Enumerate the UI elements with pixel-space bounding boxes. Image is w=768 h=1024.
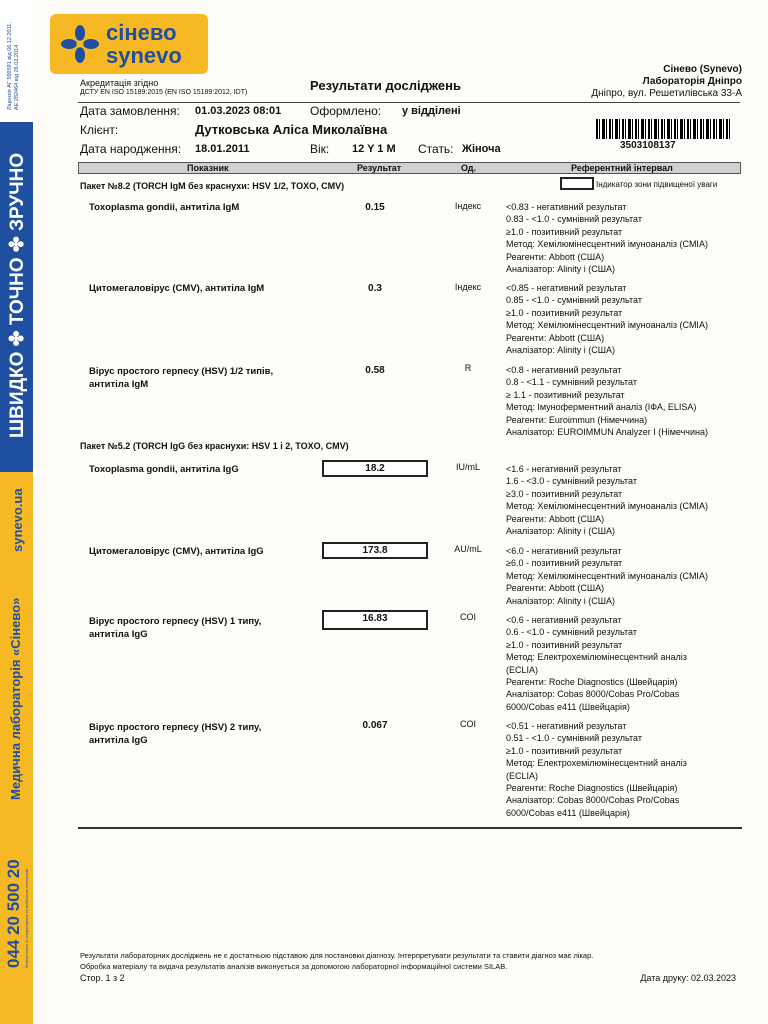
header-divider [78,102,740,103]
site-link[interactable]: synevo.ua [10,488,25,552]
col-test-header: Показник [187,163,229,173]
test-result: 0.3 [368,283,382,294]
slogan-text: ШВИДКО ✤ ТОЧНО ✤ ЗРУЧНО [7,152,28,438]
test-unit: IU/mL [455,462,480,472]
reference-interval: <1.6 - негативний результат 1.6 - <3.0 - сумнівний результат ≥3.0 - позитивний результат Метод: Хемілюмінесцентний імуноаналіз (CMIA) Реагенти: Abbott (США) Аналізатор: Alinity i (США) [506,464,708,537]
test-unit: R [464,363,472,373]
logo-text-latin: synevo [106,43,182,68]
test-name: Вірус простого герпесу (HSV) 2 типу, антитіла IgG [89,722,262,746]
age-value: 12 Y 1 M [352,143,396,155]
reference-interval: <0.85 - негативний результат 0.85 - <1.0 - сумнівний результат ≥1.0 - позитивний результат Метод: Хемілюмінесцентний імуноаналіз (CMIA) Реагенти: Abbott (США) Аналізатор: Alinity i (США) [506,283,708,356]
col-result-header: Результат [357,163,402,173]
accreditation-line-1: Акредитація згідно [80,78,159,88]
reference-interval: <0.6 - негативний результат 0.6 - <1.0 - сумнівний результат ≥1.0 - позитивний результат Метод: Електрохемілюмінесцентний аналіз (ECLIA) Реагенти: Roche Diagnostics (Швейцарія) Аналізатор: Cobas 8000/Cobas Pro/Cobas 6000/Cobas e411 (Швейцарія) [506,615,687,712]
dob-value: 18.01.2011 [195,143,250,155]
col-unit-header: Од. [461,163,476,173]
sex-label: Стать: [418,142,454,156]
phone-number[interactable]: 044 20 500 20 [4,859,23,968]
package-title: Пакет №8.2 (TORCH IgM без краснухи: HSV 1/2, TOXO, CMV) [80,181,345,191]
print-date: Дата друку: 02.03.2023 [640,973,736,983]
barcode-number: 3503108137 [620,140,676,151]
license-text-2: АЕ 282464 від 26.02.2014 [14,44,20,110]
test-result-highlighted: 173.8 [322,542,428,559]
test-name: Вірус простого герпесу (HSV) 1 типу, антитіла IgG [89,616,262,640]
synevo-logo [50,14,208,74]
flower-logo-icon [60,24,100,64]
sex-value: Жіноча [462,143,501,155]
test-result-highlighted: 16.83 [322,610,428,630]
col-ref-header: Референтний інтервал [571,163,673,173]
lab-branch: Лабораторія Дніпро [642,76,742,87]
test-name: Toxoplasma gondii, антитіла IgM [89,202,240,213]
test-name: Toxoplasma gondii, антитіла IgG [89,464,239,475]
barcode [596,119,732,139]
lab-name-text: Медична лабораторія «Сінево» [8,597,23,800]
reference-interval: <0.83 - негативний результат 0.83 - <1.0 - сумнівний результат ≥1.0 - позитивний результат Метод: Хемілюмінесцентний імуноаналіз (CMIA) Реагенти: Abbott (США) Аналізатор: Alinity i (США) [506,202,708,275]
test-name: Вірус простого герпесу (HSV) 1/2 типів, антитіла IgM [89,366,274,390]
accreditation-line-2: ДСТУ EN ISO 15189:2015 (EN ISO 15189:2012, IDT) [80,89,248,96]
lab-name: Сінево (Synevo) [663,64,742,75]
reference-interval: <0.51 - негативний результат 0.51 - <1.0 - сумнівний результат ≥1.0 - позитивний результат Метод: Електрохемілюмінесцентний аналіз (ECLIA) Реагенти: Roche Diagnostics (Швейцарія) Аналізатор: Cobas 8000/Cobas Pro/Cobas 6000/Cobas e411 (Швейцарія) [506,721,687,818]
reference-interval: <6.0 - негативний результат ≥6.0 - позитивний результат Метод: Хемілюмінесцентний імуноаналіз (CMIA) Реагенти: Abbott (США) Аналізатор: Alinity i (США) [506,546,708,606]
footer-silab-note: Обробка матеріалу та видача результатів аналізів виконується за допомогою лабораторної інформаційної системи SILAB. [80,962,508,971]
dob-label: Дата народження: [80,142,182,156]
test-result-highlighted: 18.2 [322,460,428,477]
page-title: Результати досліджень [310,78,461,93]
test-result: 0.58 [365,365,385,376]
test-unit: AU/mL [454,544,482,554]
page-number: Стор. 1 з 2 [80,973,125,983]
test-unit: COI [459,719,476,729]
test-unit: COI [459,612,476,622]
age-label: Вік: [310,142,330,156]
lab-address: Дніпро, вул. Решетилівська 33-А [591,88,742,99]
test-result: 0.15 [365,202,385,213]
order-date-label: Дата замовлення: [80,104,180,118]
table-bottom-rule [78,827,742,829]
license-text: Ліцензія АГ 599591 від 06.12.2011, [7,22,13,110]
client-name: Дутковська Аліса Миколаївна [195,122,388,137]
test-name: Цитомегаловірус (CMV), антитіла IgG [89,546,264,557]
test-result: 0.067 [362,720,388,731]
order-date-value: 01.03.2023 08:01 [195,105,282,117]
results-table-header [78,162,741,174]
client-label: Клієнт: [80,123,119,137]
test-unit: Індекс [454,201,482,211]
reference-interval: <0.8 - негативний результат 0.8 - <1.1 - сумнівний результат ≥ 1.1 - позитивний результат Метод: Імуноферментний аналіз (ІФА, ELISA) Реагенти: Euroimmun (Німеччина) Аналізатор: EUROIMMUN Analyzer I (Німеччина) [506,365,708,438]
attention-indicator-box [560,177,594,190]
issued-label: Оформлено: [310,104,382,118]
test-name: Цитомегаловірус (CMV), антитіла IgM [89,283,265,294]
footer-disclaimer: Результати лабораторних досліджень не є достатньою підставою для постановки діагнозу. Інтерпретувати результати та ставити діагноз має лікар. [80,951,594,960]
logo-text-cyrillic: сінево [106,20,177,45]
phone-note: безкоштовно зі стаціонарних та мобільних телефонів [24,868,29,968]
package-title: Пакет №5.2 (TORCH IgG без краснухи: HSV 1 і 2, TOXO, CMV) [80,441,349,451]
attention-indicator-legend: Індикатор зони підвищеної уваги [596,180,718,189]
issued-value: у відділені [402,105,461,117]
test-unit: Індекс [454,282,482,292]
